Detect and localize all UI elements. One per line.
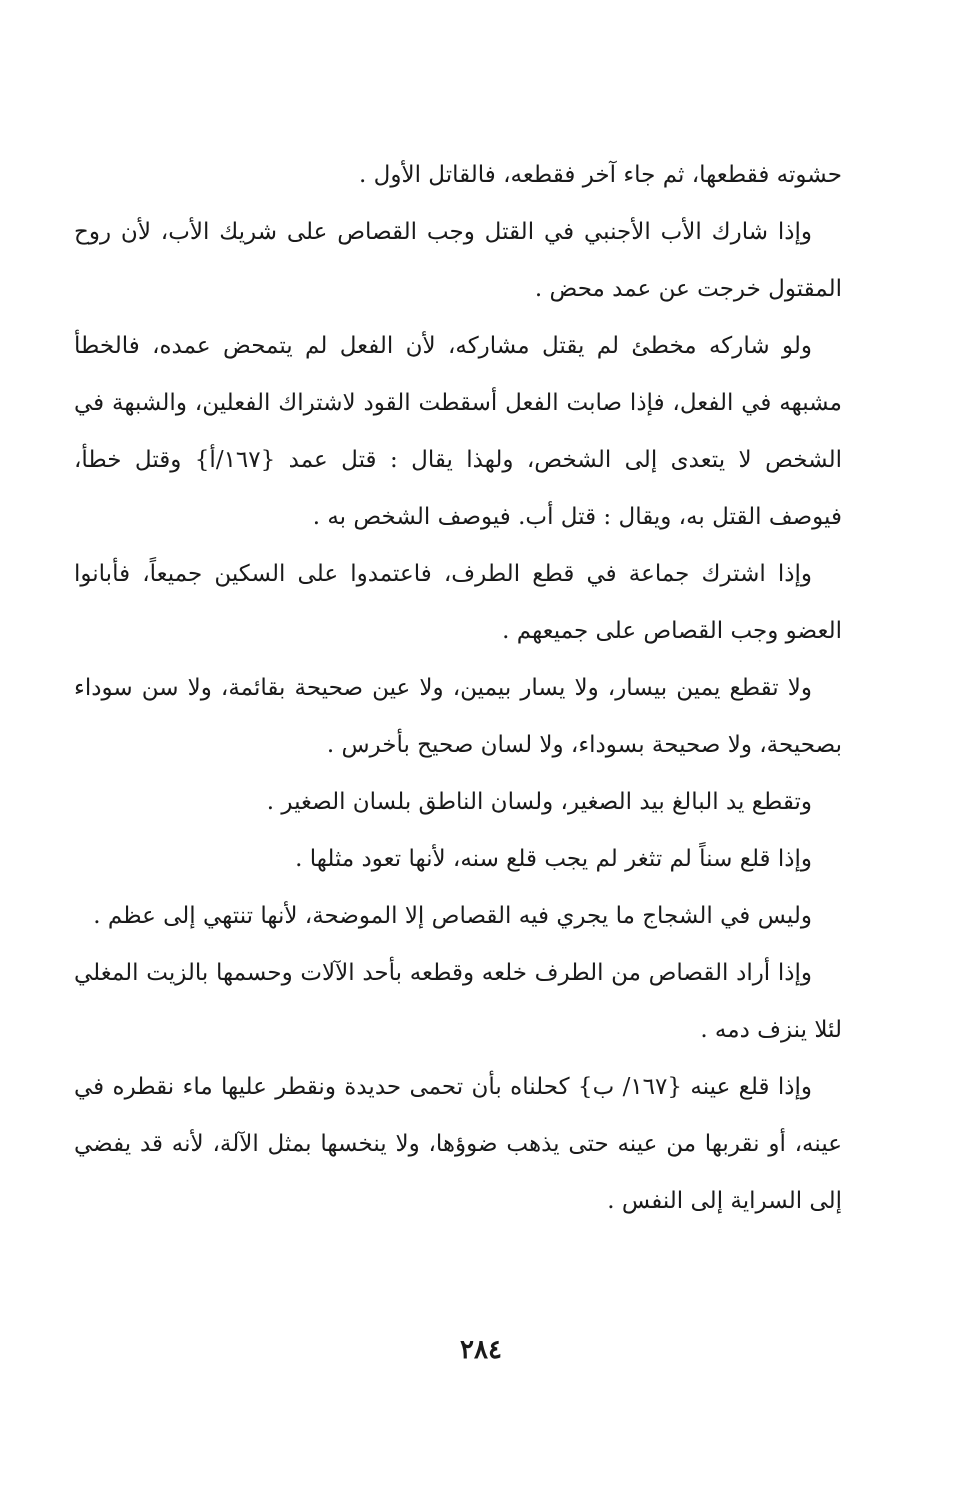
page-number: ٢٨٤ (460, 1335, 502, 1365)
paragraph: وتقطع يد البالغ بيد الصغير، ولسان الناطق بلسان الصغير . (266, 789, 812, 815)
paragraph: وإذا أراد القصاص من الطرف خلعه وقطعه بأحد الآلات وحسمها بالزيت المغلي لئلا ينزف دمه . (74, 960, 842, 1043)
page-body (74, 147, 842, 1230)
paragraph: وإذا قلع سناً لم تثغر لم يجب قلع سنه، لأنها تعود مثلها . (295, 846, 812, 872)
paragraph: وليس في الشجاج ما يجري فيه القصاص إلا الموضحة، لأنها تنتهي إلى عظم . (93, 903, 812, 929)
paragraph: وإذا شارك الأب الأجنبي في القتل وجب القصاص على شريك الأب، لأن روح المقتول خرجت عن عمد محض . (74, 219, 842, 302)
paragraph: ولا تقطع يمين بيسار، ولا يسار بيمين، ولا عين صحيحة بقائمة، ولا سن سوداء بصحيحة، ولا صحيحة بسوداء، ولا لسان صحيح بأخرس . (74, 675, 842, 758)
paragraph: وإذا قلع عينه {١٦٧/ ب} كحلناه بأن تحمى حديدة ونقطر عليها ماء نقطره في عينه، أو نقربها من عينه حتى يذهب ضوؤها، ولا ينخسها بمثل الآلة، لأنه قد يفضي إلى السراية إلى النفس . (74, 1074, 842, 1214)
paragraph: وإذا اشترك جماعة في قطع الطرف، فاعتمدوا على السكين جميعاً، فأبانوا العضو وجب القصاص على جميعهم . (74, 561, 842, 644)
paragraph-continuation: حشوته فقطعها، ثم جاء آخر فقطعه، فالقاتل الأول . (359, 162, 842, 188)
paragraph: ولو شاركه مخطئ لم يقتل مشاركه، لأن الفعل لم يتمحض عمده، فالخطأ مشبهه في الفعل، فإذا صابت الفعل أسقطت القود لاشتراك الفعلين، والشبهة في الشخص لا يتعدى إلى الشخص، ولهذا يقال : قتل عمد {١٦٧/أ} وقتل خطأ، فيوصف القتل به، ويقال : قتل أب. فيوصف الشخص به . (74, 333, 843, 530)
